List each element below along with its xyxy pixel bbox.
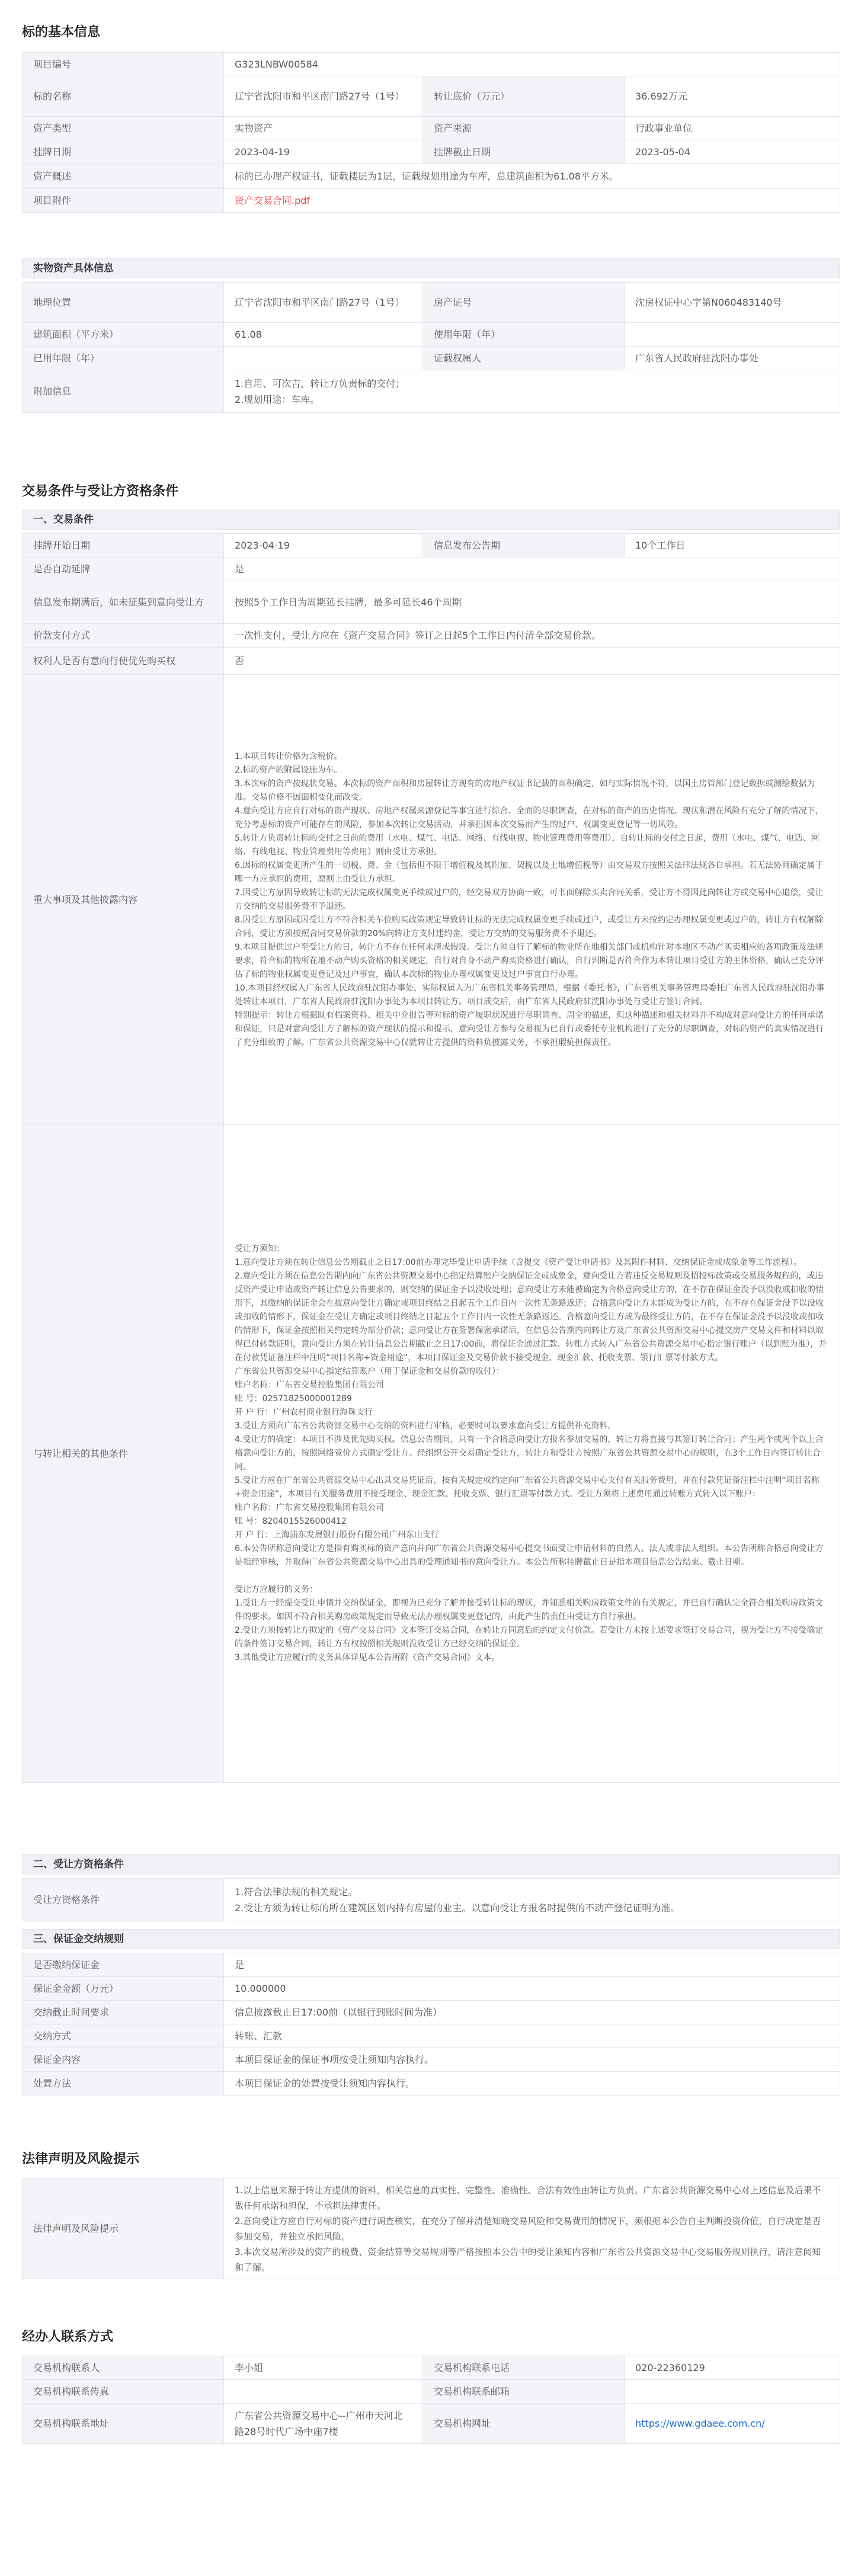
major-label: 重大事项及其他披露内容	[23, 675, 224, 1125]
area-value: 61.08	[224, 323, 423, 347]
cert-label: 房产证号	[423, 283, 625, 323]
period-label: 信息发布公告期	[423, 534, 625, 558]
section-title-basic: 标的基本信息	[22, 25, 101, 40]
table-row	[23, 323, 840, 347]
subsection-physical: 实物资产具体信息	[22, 258, 840, 278]
table-row	[23, 189, 840, 213]
contact-table	[22, 2356, 840, 2444]
deposit-required-label: 是否缴纳保证金	[23, 1953, 224, 1977]
qual-value: 1.符合法律法规的相关规定。 2.受让方须为转让标的所在建筑区划内持有房屋的业主。以意向受让方报名时提供的不动产登记证明为准。	[224, 1879, 840, 1921]
table-row	[23, 648, 840, 675]
deposit-deadline-value: 信息披露截止日17:00前（以银行到账时间为准）	[224, 2001, 840, 2024]
contact-person-value: 李小姐	[224, 2356, 423, 2380]
asset-type-label: 资产类型	[23, 117, 224, 140]
delay-value: 按照5个工作日为周期延长挂牌，最多可延长46个周期	[224, 581, 840, 624]
qual-other-label: 与转让相关的其他条件	[23, 1125, 224, 1783]
table-row	[23, 2048, 840, 2072]
start-date-label: 挂牌日期	[23, 140, 224, 164]
major-value: 1.本项目转让价格为含税价。 2.标的资产的附属设施为车。 3.本次标的资产按现状交易。本次标的资产面积和房屋转让方现有的房地产权证书记载的面积确定，如与实际情况不符，以国土房管部门登记数据或测绘数据为准。交易价格不因面积变化而改变。 4.意向受让方应自行对标的资产现状、房地产权属来源登记等事宜进行综合、全面的尽职调查，在对标的资产的历史情况、现状和潜在风险有充分了解的情况下，充分考虑标的资产可能存在的风险，参加本次转让交易活动，并承担因本次交易而产生的过户、权属变更登记等一切风险。 5.转让方负责转让标的交付之日前的费用（水电、煤气、电话、网络、有线电视、物业管理费用等费用），自转让标的交付之日起，费用（水电、煤气、电话、网络、有线电视、物业管理费用等费用）则由受让方承担。 6.因标的权属变更所产生的一切税、费、金（包括但不限于增值税及其附加、契税以及土地增值税等）由交易双方按照关法律法规各自承担。若无法协商确定属于哪一方应承担的费用，原则上由受让方承担。 7.因受让方原因导致转让标的无法完成权属变更手续或过户的，经交易双方协商一致，可书面解除买卖合同关系，受让方不得因此向转让方或交易中心追偿，受让方交纳的交易服务费不予退还。 8.因受让方原因或因受让方不符合相关车位购买政策规定导致转让标的无法完成权属变更手续或过户，或受让方未按约定办理权属变更或过户的，转让方有权解除合同，受让方须按照合同交易价款的20%向转让方支付违约金，受让方交纳的交易服务费不予退还。 9.本项目提供过户至受让方的日，转让方不存在任何未清或假设。受让方须自行了解标的物业所在地相关部门或机构针对本地区不动产买卖相应的各项政策及法规要求，符合标的物所在地不动产购买资格的相关规定，自行对自身不动产购买资格进行确认，自行判断是否符合作为本转让项目受让方的主体资格，确认已充分评估了标的物业权属变更登记及过户事宜，确认本次标的物业办理权属变更及过户事宜自行办理。 10.本项目经权属人广东省人民政府驻沈阳办事处，实际权属人为广东省机关事务管理局，根据《委托书》，广东省机关事务管理局委托广东省人民政府驻沈阳办事处转让本项目，广东省人民政府驻沈阳办事处为本项目转让方。项目成交后，由广东省人民政府驻沈阳办事处与受让方签订合同。 特别提示：转让方根据既有档案资料、相关中介报告等对标的资产履职状况进行尽职调查、周全的描述，但这种描述和相关材料并不构成对意向受让方的任何承诺和保证，只是对意向受让方了解标的资产现状的提示和提示，意向受让方参与交易视为已自行或委托专业机构进行了充分的尽职调查，对标的资产的真实情况进行了充分细致的了解。广东省公共资源交易中心仅就转让方提供的资料负披露义务，不承担瑕疵担保责任。	[224, 675, 840, 1125]
table-row	[23, 347, 840, 370]
subsection-qualification: 二、受让方资格条件	[22, 1854, 840, 1875]
table-row	[23, 2356, 840, 2380]
legal-value: 1.以上信息来源于转让方提供的资料，相关信息的真实性、完整性、准确性、合法有效性由转让方负责。广东省公共资源交易中心对上述信息及后果不做任何承诺和担保，不承担法律责任。 2.意向受让方应自行对标的资产进行调查核实，在充分了解并清楚知晓交易风险和交易费用的情况下，须根据本公告自主判断投资价值，自行决定是否参加交易，并独立承担风险。 3.本次交易所涉及的资产的税费、资金结算等交易规则等严格按照本公告中的受让须知内容和广东省公共资源交易中心交易服务规则执行，请注意阅知和了解。	[224, 2178, 840, 2279]
table-row	[23, 2001, 840, 2024]
physical-info-table	[22, 282, 840, 413]
section-title-trade: 交易条件与受让方资格条件	[22, 484, 179, 499]
contact-website-label: 交易机构网址	[423, 2404, 625, 2444]
location-value: 辽宁省沈阳市和平区南门路27号（1号）	[224, 283, 423, 323]
table-row	[23, 283, 840, 323]
used-years-label: 已用年限（年）	[23, 347, 224, 370]
contact-phone-label: 交易机构联系电话	[423, 2356, 625, 2380]
table-row	[23, 117, 840, 140]
deposit-method-value: 转账、汇款	[224, 2024, 840, 2048]
table-row	[23, 53, 840, 76]
overview-label: 资产概述	[23, 164, 224, 189]
period-value: 10个工作日	[625, 534, 840, 558]
delay-label: 信息发布期满后，如未征集到意向受让方	[23, 581, 224, 624]
subsection-deposit: 三、保证金交纳规则	[22, 1929, 840, 1949]
table-row	[23, 2024, 840, 2048]
asset-type-value: 实物资产	[224, 117, 423, 140]
table-row	[23, 2380, 840, 2404]
used-years-value	[224, 347, 423, 370]
table-row	[23, 370, 840, 413]
table-row	[23, 581, 840, 624]
table-row	[23, 76, 840, 117]
project-no-value: G323LNBW00584	[224, 53, 840, 76]
table-row	[23, 2404, 840, 2444]
reg-start-label: 挂牌开始日期	[23, 534, 224, 558]
deposit-content-value: 本项目保证金的保证事项按受让须知内容执行。	[224, 2048, 840, 2072]
deposit-dispose-label: 处置方法	[23, 2072, 224, 2096]
price-label: 转让底价（万元）	[423, 76, 625, 117]
contact-address-label: 交易机构联系地址	[23, 2404, 224, 2444]
reg-start-value: 2023-04-19	[224, 534, 423, 558]
deposit-dispose-value: 本项目保证金的处置按受让须知内容执行。	[224, 2072, 840, 2096]
location-label: 地理位置	[23, 283, 224, 323]
table-row	[23, 1125, 840, 1783]
payment-label: 价款支付方式	[23, 624, 224, 648]
subsection-trade-conditions: 一、交易条件	[22, 510, 840, 530]
attachment-label: 项目附件	[23, 189, 224, 213]
use-years-value	[625, 323, 840, 347]
section-title-contact: 经办人联系方式	[22, 2330, 114, 2344]
deposit-table	[22, 1953, 840, 2096]
table-row	[23, 164, 840, 189]
attachment-link[interactable]: 资产交易合同.pdf	[235, 195, 311, 206]
contact-fax-value	[224, 2380, 423, 2404]
extra-label: 附加信息	[23, 370, 224, 413]
name-label: 标的名称	[23, 76, 224, 117]
table-row	[23, 1879, 840, 1921]
section-title-legal: 法律声明及风险提示	[22, 2152, 140, 2167]
deposit-amount-label: 保证金金额（万元）	[23, 1977, 224, 2001]
end-date-label: 挂牌截止日期	[423, 140, 625, 164]
auto-extend-value: 是	[224, 558, 840, 581]
table-row	[23, 558, 840, 581]
qual-other-value: 受让方须知： 1.意向受让方须在转让信息公告期截止之日17:00前办理完毕受让申请手续（含提交《资产受让申请书》及其附件材料、交纳保证金或成象金等工作流程）。 2.意向受让方须在信息公告期内向广东省公共资源交易中心指定结算账户交纳保证金或成象金，意向受让方若违反交易规则及招投标政策或交易服务规程的，或违反资产受让申请或资产转让信息公告要求的，则交纳的保证金予以没收处理；意向受让方未能被确定为合格意向受让方的，在不存在保证金没予以没收或扣收的情形下，其缴纳的保证金会在被意向受让方确定或项目终结之日起五个工作日内一次性无条路返还；合格意向受让方未能成为受让方的，在不存在保证金没予以没收或扣收的情形下，保证金在受让方确定或项目终结之日起五个工作日内一次性无条路返还。合格意向受让方成为最终受让方的，在不存在保证金没予以没收或扣收的情形下，保证金按照相关约定转为部分价款；意向受让方在签署保密承诺后，在信息公告期内向转让方及广东省公共资源交易中心提交房产交易文件和材料以取得已付转款证明，意向受让方须在转让信息公告期截止之日17:00前，将保证金通过汇款、转账方式转入广东省公共资源交易中心指定银行账户（以到账为准），并在付款凭证备注栏中注明“项目名称+资金用途”，本项目保证金及交易价款不接受现金、现金汇款、托收支票、银行汇票等付款方式。 广东省公共资源交易中心指定结算账户（用于保证金和交易价款的收付）： 账户名称：广东省交易控股集团有限公司 账 号：02571825000001289 开 户 行：广州农村商业银行海珠支行 3.受让方须向广东省公共资源交易中心交纳的资料进行审核，必要时可以要求意向受让方提供补充资料。 4.受让方的确定：本项目不涉及优先购买权。信息公告期间，只有一个合格意向受让方报名参加交易的，转让方将直接与其签订转让合同；产生两个或两个以上合格意向受让方的，按照网络竞价方式确定受让方。经组织公开交易确定受让方，转让方和受让方按照广东省公共资源交易中心的规则，在3个工作日内签订转让合同。 5.受让方应在广东省公共资源交易中心出具交易凭证后，按有关规定或约定向广东省公共资源交易中心支付有关服务费用，并在付款凭证备注栏中注明“项目名称+资金用途”，本项目有关服务费用不接受现金、现金汇款、托收支票、银行汇票等付款方式。受让方须将上述费用通过转账方式转入以下账户： 账户名称：广东省交易控股集团有限公司 账 号：8204015526000412 开 户 行：上海浦东发展银行股份有限公司广州东山支行 6.本公告所称意向受让方是指有购买标的资产意向并向广东省公共资源交易中心提交书面受让申请材料的自然人、法人或非法人组织。本公告所称合格意向受让方是指经审核，并取得广东省公共资源交易中心出具的受理通知书的意向受让方。本公告所称挂牌截止日是指本项目信息公告结束、截止日期。 受让方应履行的义务： 1.受让方一经提交受让申请并交纳保证金，即视为已充分了解并接受转让标的现状，并知悉相关购房政策文件的有关规定，并已自行确认完全符合相关购房政策文件的要求。如因不符合相关购房政策规定而导致无法办理权属变更登记的，由此产生的责任由受让方自行承担。 2.受让方须按转让方拟定的《资产交易合同》文本签订交易合同，在转让方同意后的约定支付价款。若受让方未按上述要求签订交易合同，视为受让方不接受确定的条件签订交易合同，转让方有权按照相关规则没收受让方已经交纳的保证金。 3.其他受让方应履行的义务具体详见本公告所附《资产交易合同》文本。	[224, 1125, 840, 1783]
table-row	[23, 675, 840, 1125]
end-date-value: 2023-05-04	[625, 140, 840, 164]
basic-info-table	[22, 52, 840, 213]
legal-label: 法律声明及风险提示	[23, 2178, 224, 2279]
use-years-label: 使用年限（年）	[423, 323, 625, 347]
asset-source-value: 行政事业单位	[625, 117, 840, 140]
cert-value: 沈房权证中心字第N060483140号	[625, 283, 840, 323]
qual-label: 受让方资格条件	[23, 1879, 224, 1921]
contact-person-label: 交易机构联系人	[23, 2356, 224, 2380]
table-row	[23, 2072, 840, 2096]
legal-table	[22, 2178, 840, 2279]
table-row	[23, 624, 840, 648]
contact-email-value	[625, 2380, 840, 2404]
asset-source-label: 资产来源	[423, 117, 625, 140]
qualification-table	[22, 1878, 840, 1921]
priority-value: 否	[224, 648, 840, 675]
owner-label: 证载权属人	[423, 347, 625, 370]
table-row	[23, 534, 840, 558]
project-no-label: 项目编号	[23, 53, 224, 76]
extra-value: 1.自用、可次吉，转让方负责标的交付； 2.规划用途：车库。	[224, 370, 840, 413]
payment-value: 一次性支付，受让方应在《资产交易合同》签订之日起5个工作日内付清全部交易价款。	[224, 624, 840, 648]
contact-website-link[interactable]: https://www.gdaee.com.cn/	[635, 2418, 765, 2429]
deposit-required-value: 是	[224, 1953, 840, 1977]
deposit-method-label: 交纳方式	[23, 2024, 224, 2048]
contact-phone-value: 020-22360129	[625, 2356, 840, 2380]
contact-fax-label: 交易机构联系传真	[23, 2380, 224, 2404]
table-row	[23, 140, 840, 164]
table-row	[23, 2178, 840, 2279]
deposit-deadline-label: 交纳截止时间要求	[23, 2001, 224, 2024]
auto-extend-label: 是否自动延牌	[23, 558, 224, 581]
priority-label: 权利人是否有意向行使优先购买权	[23, 648, 224, 675]
owner-value: 广东省人民政府驻沈阳办事处	[625, 347, 840, 370]
trade-conditions-table	[22, 533, 840, 1783]
contact-address-value: 广东省公共资源交易中心--广州市天河北路28号时代广场中座7楼	[224, 2404, 423, 2444]
table-row	[23, 1977, 840, 2001]
price-value: 36.692万元	[625, 76, 840, 117]
area-label: 建筑面积（平方米）	[23, 323, 224, 347]
name-value: 辽宁省沈阳市和平区南门路27号（1号）	[224, 76, 423, 117]
deposit-amount-value: 10.000000	[224, 1977, 840, 2001]
table-row	[23, 1953, 840, 1977]
start-date-value: 2023-04-19	[224, 140, 423, 164]
contact-email-label: 交易机构联系邮箱	[423, 2380, 625, 2404]
deposit-content-label: 保证金内容	[23, 2048, 224, 2072]
overview-value: 标的已办理产权证书，证载楼层为1层，证载规划用途为车库，总建筑面积为61.08平方米。	[224, 164, 840, 189]
